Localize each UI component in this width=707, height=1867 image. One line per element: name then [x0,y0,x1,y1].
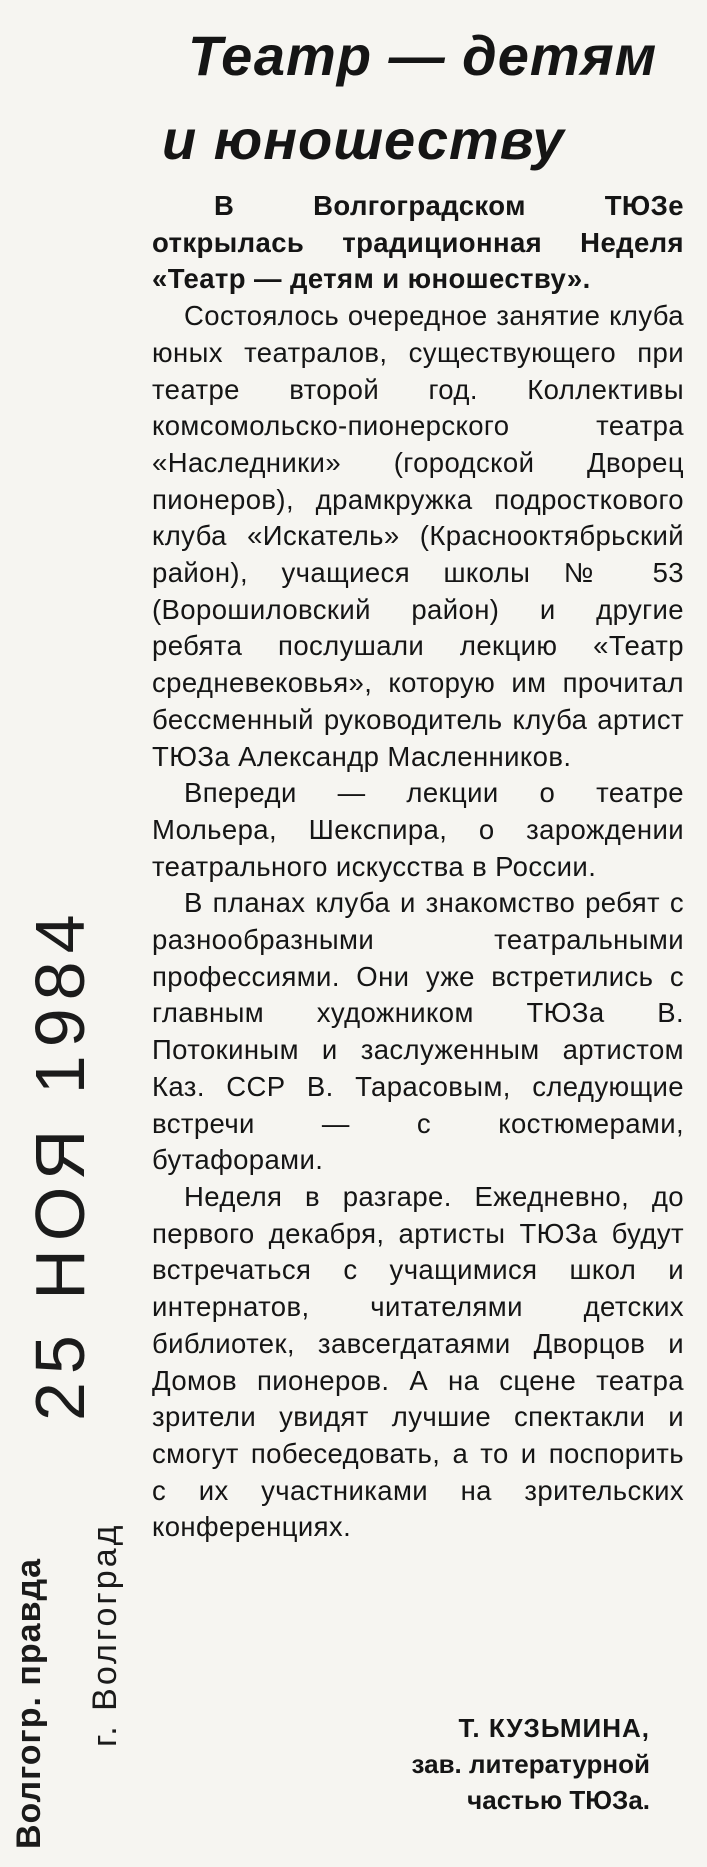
archive-stamp [0,800,150,1867]
article-body [152,188,684,1546]
author-position-line-2: частью ТЮЗа. [467,1785,650,1815]
headline-line-1: Театр — детям [188,24,658,87]
stamp-date: 25 НОЯ 1984 [21,906,99,1421]
author-name: Т. КУЗЬМИНА, [458,1713,650,1743]
headline [150,14,670,182]
article-paragraph-2: Впереди — лекции о театре Мольера, Шекспира, о зарождении театрального искусства в России. [152,777,684,882]
article-paragraph-1: Состоялось очередное занятие клуба юных театралов, существующего при театре второй год. Коллективы комсомольско-пионерского театра «Наследники» (городской Дворец пионеров), драмкружка подросткового клуба «Искатель» (Краснооктябрьский район), учащиеся школы № 53 (Ворошиловский район) и другие ребята послушали лекцию «Театр средневековья», которую им прочитал бессменный руководитель клуба артист ТЮЗа Александр Масленников. [152,300,684,772]
byline [300,1710,650,1818]
stamp-city: г. Волгоград [86,1522,124,1747]
article-paragraph-4: Неделя в разгаре. Ежедневно, до первого декабря, артисты ТЮЗа будут встречаться с учащимися школ и интернатов, читателями детских библиотек, завсегдатаями Дворцов и Домов пионеров. А на сцене театра зрители увидят лучшие спектакли и смогут побеседовать, а то и поспорить с их участниками на зрительских конференциях. [152,1180,684,1543]
stamp-newspaper-name: Волгогр. правда [10,1558,48,1849]
lead-paragraph: В Волгоградском ТЮЗе открылась традиционная Неделя «Театр — детям и юношеству». [152,190,684,295]
headline-line-2: и юношеству [162,108,565,171]
article-paragraph-3: В планах клуба и знакомство ребят с разнообразными театральными профессиями. Они уже встретились с главным художником ТЮЗа В. Потокиным и заслуженным артистом Каз. ССР В. Тарасовым, следующие встречи — с костюмерами, бутафорами. [152,887,684,1176]
author-position-line-1: зав. литературной [411,1749,650,1779]
